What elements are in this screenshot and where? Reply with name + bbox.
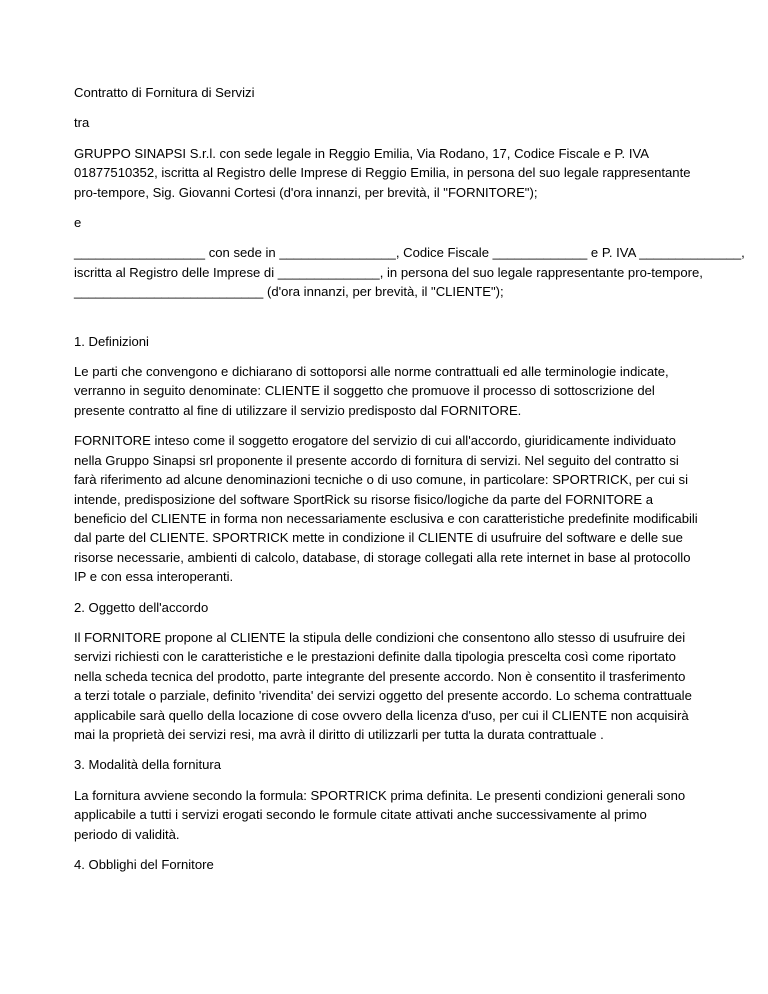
text-line: Il FORNITORE propone al CLIENTE la stipula delle condizioni che consentono allo stesso di usufruire dei: [74, 629, 686, 645]
text-line: FORNITORE inteso come il soggetto erogatore del servizio di cui all'accordo, giuridicamente individuato: [74, 433, 676, 449]
text-line: __________________________ (d'ora innanzi, per brevità, il "CLIENTE");: [74, 284, 504, 300]
document-title: Contratto di Fornitura di Servizi: [74, 85, 255, 100]
text-line: La fornitura avviene secondo la formula: SPORTRICK prima definita. Le presenti condizioni generali sono: [74, 787, 686, 803]
text-line: applicabile sarà quello della locazione di cose ovvero della licenza d'uso, per cui il CLIENTE non acquisirà: [74, 707, 689, 723]
text-line: a terzi totale o parziale, definito 'rivendita' dei servizi oggetto del presente accordo. Lo schema contrattuale: [74, 688, 692, 704]
text-line: servizi richiesti con le caratteristiche e le prestazioni definite dalla tipologia prescelta così come riportato: [74, 649, 676, 665]
e-text: e: [74, 215, 82, 231]
text-line: periodo di validità.: [74, 826, 180, 842]
text-line: nella scheda tecnica del prodotto, parte integrante del presente accordo. Non è consentito il trasferimento: [74, 668, 686, 684]
text-line: GRUPPO SINAPSI S.r.l. con sede legale in Reggio Emilia, Via Rodano, 17, Codice Fiscale e P. IVA: [74, 145, 649, 161]
fornitore-paragraph: [74, 144, 704, 202]
section1-paragraph-2: [74, 431, 704, 586]
section2-paragraph-1: [74, 628, 704, 744]
text-line: presente contratto al fine di utilizzare il servizio predisposto dal FORNITORE.: [74, 402, 522, 418]
text-line: applicabile a tutti i servizi erogati secondo le formule citate attivati anche successivamente al primo: [74, 807, 647, 823]
section-heading: 2. Oggetto dell'accordo: [74, 599, 209, 615]
document-page: [74, 83, 745, 885]
section1-paragraph-1: [74, 362, 704, 420]
text-line: nella Gruppo Sinapsi srl proponente il presente accordo di fornitura di servizi. Nel seguito del contratto si: [74, 452, 679, 468]
text-line: beneficio del CLIENTE in forma non necessariamente esclusiva e con caratteristiche predefinite modificabili: [74, 510, 698, 526]
section-heading: 3. Modalità della fornitura: [74, 757, 222, 773]
section-heading: 1. Definizioni: [74, 333, 149, 349]
text-line: pro-tempore, Sig. Giovanni Cortesi (d'ora innanzi, per brevità, il "FORNITORE");: [74, 184, 538, 200]
text-line: farà riferimento ad alcune denominazioni tecniche o di uso comune, in particolare: SPORTRICK, per cui si: [74, 472, 689, 488]
text-line: 01877510352, iscritta al Registro delle Imprese di Reggio Emilia, in persona del suo legale rappresentante: [74, 165, 691, 181]
tra-text: tra: [74, 115, 90, 131]
cliente-paragraph: [74, 243, 745, 301]
text-line: Le parti che convengono e dichiarano di sottoporsi alle norme contrattuali ed alle terminologie indicate,: [74, 364, 669, 380]
text-line: verranno in seguito denominate: CLIENTE il soggetto che promuove il processo di sottoscrizione del: [74, 383, 655, 399]
text-line: __________________ con sede in ________________, Codice Fiscale _____________ e P. IVA ______________,: [74, 245, 745, 261]
section-heading: 4. Obblighi del Fornitore: [74, 857, 214, 872]
text-line: dal parte del CLIENTE. SPORTRICK mette in condizione il CLIENTE di usufruire del software e delle sue: [74, 530, 683, 546]
text-line: intende, predisposizione del software SportRick su risorse fisico/logiche da parte del FORNITORE a: [74, 491, 654, 507]
text-line: mai la proprietà dei servizi resi, ma avrà il diritto di utilizzarli per tutta la durata contrattuale .: [74, 726, 604, 742]
text-line: IP e con essa interoperanti.: [74, 569, 234, 585]
text-line: iscritta al Registro delle Imprese di ______________, in persona del suo legale rappresentante pro-tempore,: [74, 264, 703, 280]
text-line: risorse necessarie, ambienti di calcolo, database, di storage collegati alla rete internet in base al protocollo: [74, 549, 691, 565]
section3-paragraph-1: [74, 786, 704, 844]
